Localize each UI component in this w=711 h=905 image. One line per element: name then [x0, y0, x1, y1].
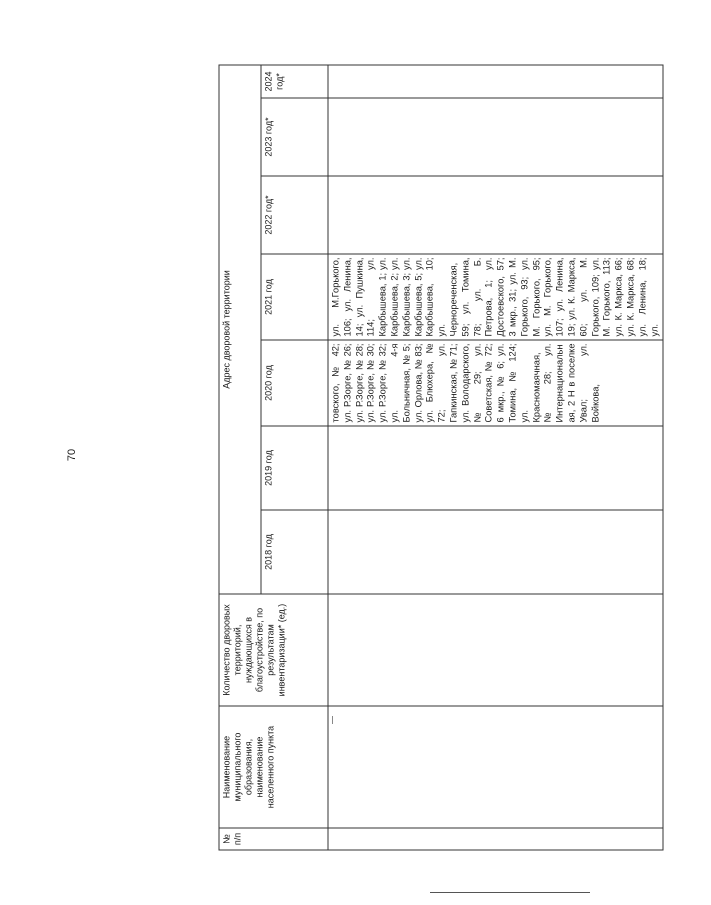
page-number: 70 [66, 448, 78, 462]
header-year-2022: 2022 год* [261, 176, 328, 254]
footer-rule [430, 892, 590, 893]
cell-year-2023 [328, 98, 663, 176]
header-address-group: Адрес дворовой территории [219, 65, 261, 594]
header-year-2019: 2019 год [261, 426, 328, 510]
header-number: № п/п [219, 828, 328, 850]
table-row [328, 65, 663, 850]
header-municipality: Наименование муниципального образования, наименование населенного пункта [219, 706, 328, 828]
header-year-2020: 2020 год [261, 340, 328, 426]
header-year-2021: 2021 год [261, 254, 328, 340]
cell-year-2021-addresses: ул. М.Горького, 106; ул. Ленина, 14; ул. Пушкина, 114; ул. Карбышева, 1; ул. Карбышева, 2; ул. Карбышева, 3; ул. Карбышева, 5; ул. Карбышева, 10; ул. Чернореченская, 59; ул. Томина, 78; ул. Б. Петрова, 1; ул. Достоевского, 57; 3 мкр., 31; ул. М. Горького, 93; ул. М. Горького, 95; ул. М. Горького, 107; ул. Ленина, 19; ул. К. Маркса, 60; ул. М. Горького, 109; ул. М. Горького, 113; ул. К. Маркса, 66; ул. К. Маркса, 68; ул. Ленина, 18; ул. [328, 254, 663, 340]
scan-mark [332, 716, 333, 724]
cell-year-2024 [328, 65, 663, 98]
cell-year-2018 [328, 510, 663, 594]
cell-year-2019 [328, 426, 663, 510]
address-table-sheet [219, 66, 711, 851]
cell-municipality [328, 706, 663, 828]
address-table [219, 64, 664, 850]
header-year-2024: 2024 год* [261, 65, 328, 98]
header-year-2023: 2023 год* [261, 98, 328, 176]
header-territory-count: Количество дворовых территорий, нуждающихся в благоустройстве, по результатам инвентаризации* (ед.) [219, 594, 328, 706]
cell-number [328, 828, 663, 850]
cell-year-2022 [328, 176, 663, 254]
header-year-2018: 2018 год [261, 510, 328, 594]
cell-year-2020-addresses: товского, № 42; ул. Р.Зорге, № 26; ул. Р.Зорге, № 28; ул. Р.Зорге, № 30; ул. Р.Зорге, № 32; ул. 4-я Больничная, № 5; ул. Орлова, № 83; ул. Блюхера, № 72; ул. Гапкинская, № 71; ул. Володарского, № 29; ул. Советская, № 72; 6 мкр., № 6; ул. Томина, № 124; ул. Красномаячная, № 28; ул. Интернациональная, 2 Н в поселке Увал; ул. Войкова, [328, 340, 663, 426]
cell-territory-count [328, 594, 663, 706]
